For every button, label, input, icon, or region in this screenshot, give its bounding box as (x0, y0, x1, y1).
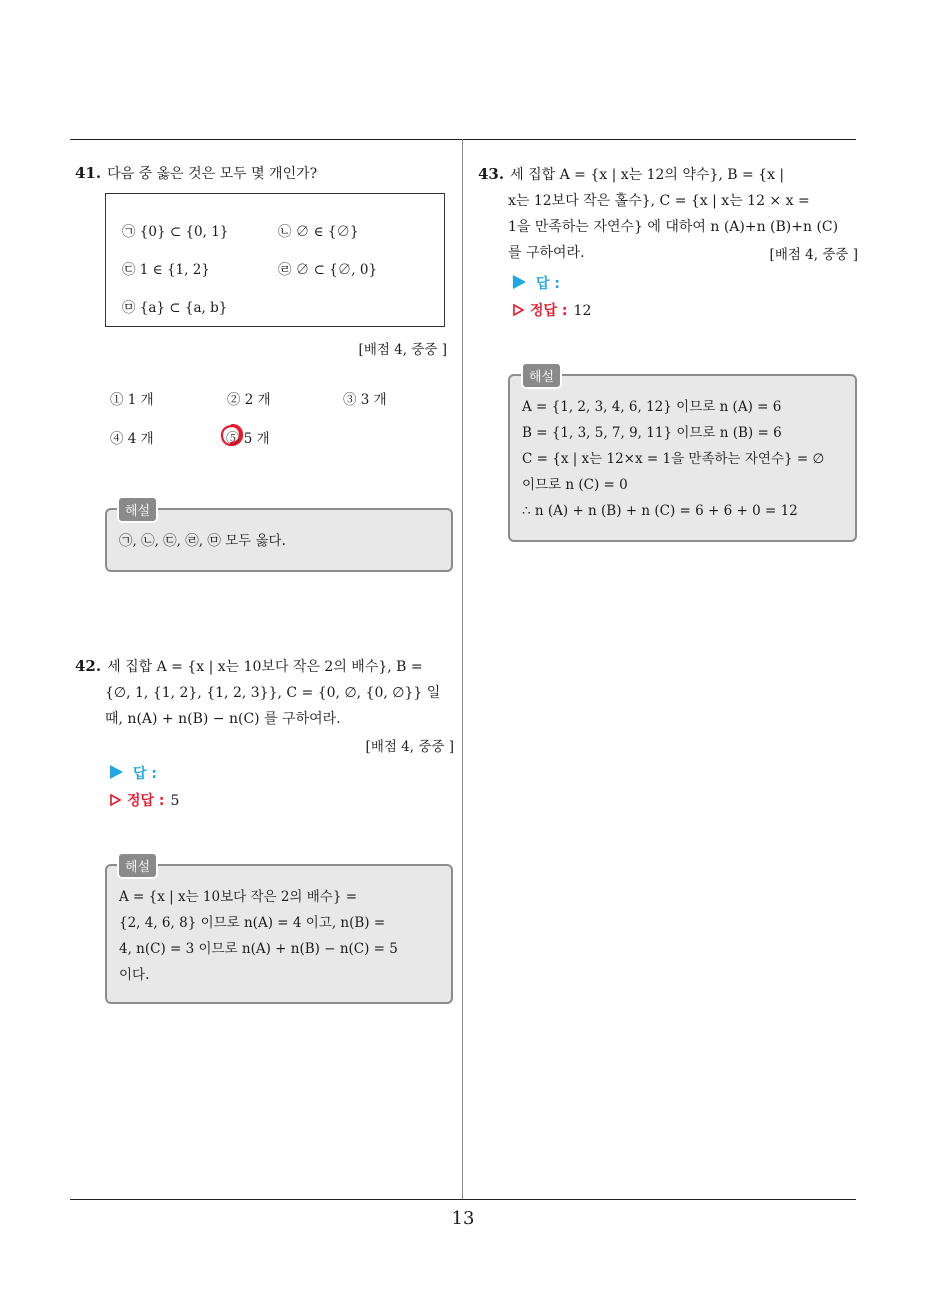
q42-solution-line-2: {2, 4, 6, 8} 이므로 n(A) = 4 이고, n(B) = (119, 915, 386, 931)
play-outline-icon (513, 304, 524, 316)
q42-solution-box (105, 864, 453, 1004)
q42-solution-text (119, 884, 441, 988)
q41-solution-text: ㉠, ㉡, ㉢, ㉣, ㉤ 모두 옳다. (119, 533, 286, 549)
q43-number: 43. (478, 165, 505, 183)
q42-line-3: 때, n(A) + n(B) − n(C) 를 구하여라. (105, 711, 341, 727)
q42-solution-line-4: 이다. (119, 967, 150, 983)
q43-answer-label: 답 : (536, 276, 560, 292)
q42-answer-line (110, 763, 157, 783)
q41-item-3: ㉢ 1 ∈ {1, 2} (122, 262, 210, 278)
play-icon (513, 275, 526, 289)
q42-score: [배점 4, 중중 ] (365, 739, 454, 755)
q42-question (75, 653, 455, 732)
q43-correct-value: 12 (573, 303, 592, 319)
q41-item-4: ㉣ ∅ ⊂ {∅, 0} (278, 262, 378, 278)
q42-correct-label: 정답 : (127, 793, 165, 809)
q42-solution-tag: 해설 (117, 852, 158, 879)
q41-choice-4[interactable]: ④ 4 개 (110, 431, 154, 447)
q41-statement-box (105, 193, 445, 327)
q43-solution-line-2: B = {1, 3, 5, 7, 9, 11} 이므로 n (B) = 6 (522, 425, 782, 441)
play-outline-icon (110, 794, 121, 806)
q41-choice-3[interactable]: ③ 3 개 (343, 392, 387, 408)
column-divider (462, 139, 463, 1199)
q42-solution-line-1: A = {x | x는 10보다 작은 2의 배수} = (119, 889, 358, 905)
q41-choice-1[interactable]: ① 1 개 (110, 392, 154, 408)
q42-correct-line (110, 790, 179, 810)
q43-line-2: x는 12보다 작은 홀수}, C = {x | x는 12 × x = (508, 193, 810, 209)
q43-score: [배점 4, 중중 ] (769, 247, 858, 263)
q43-line-1: 세 집합 A = {x | x는 12의 약수}, B = {x | (510, 167, 785, 183)
q43-solution-line-3: C = {x | x는 12×x = 1을 만족하는 자연수} = ∅ (522, 451, 825, 467)
q43-solution-tag: 해설 (521, 362, 562, 389)
header-rule (70, 139, 856, 140)
q43-solution-box (508, 374, 857, 542)
q42-number: 42. (75, 657, 102, 675)
q43-solution-line-4: 이므로 n (C) = 0 (522, 477, 628, 493)
q43-solution-text (522, 394, 847, 524)
q43-solution-line-1: A = {1, 2, 3, 4, 6, 12} 이므로 n (A) = 6 (522, 399, 782, 415)
q42-solution-line-3: 4, n(C) = 3 이므로 n(A) + n(B) − n(C) = 5 (119, 941, 398, 957)
q41-choice-5-label: 5 개 (243, 431, 270, 447)
q41-choice-2[interactable]: ② 2 개 (227, 392, 271, 408)
q41-number: 41. (75, 164, 102, 182)
q41-solution-tag: 해설 (117, 496, 158, 523)
q41-item-1: ㉠ {0} ⊂ {0, 1} (122, 224, 229, 240)
q43-line-4: 를 구하여라. (508, 245, 585, 261)
q41-item-5: ㉤ {a} ⊂ {a, b} (122, 300, 228, 316)
q43-correct-label: 정답 : (530, 303, 568, 319)
q41-header (75, 160, 317, 187)
q41-choice-5-mark: ⑤ (226, 431, 240, 447)
q42-correct-value: 5 (170, 793, 180, 809)
q41-question: 다음 중 옳은 것은 모두 몇 개인가? (107, 166, 318, 182)
footer-rule (70, 1199, 856, 1200)
q42-line-2: {∅, 1, {1, 2}, {1, 2, 3}}, C = {0, ∅, {0, ∅}} 일 (105, 685, 441, 701)
q43-line-3: 1을 만족하는 자연수} 에 대하여 n (A)+n (B)+n (C) (508, 219, 839, 235)
q42-line-1: 세 집합 A = {x | x는 10보다 작은 2의 배수}, B = (107, 659, 423, 675)
q41-item-2: ㉡ ∅ ∈ {∅} (278, 224, 359, 240)
q43-answer-line (513, 273, 560, 293)
q41-choice-5[interactable] (226, 427, 270, 447)
page-number: 13 (451, 1208, 475, 1229)
q42-answer-label: 답 : (133, 766, 157, 782)
q41-score: [배점 4, 중중 ] (358, 342, 447, 358)
play-icon (110, 765, 123, 779)
q43-correct-line (513, 300, 591, 320)
q43-solution-line-5: ∴ n (A) + n (B) + n (C) = 6 + 6 + 0 = 12 (522, 503, 798, 519)
